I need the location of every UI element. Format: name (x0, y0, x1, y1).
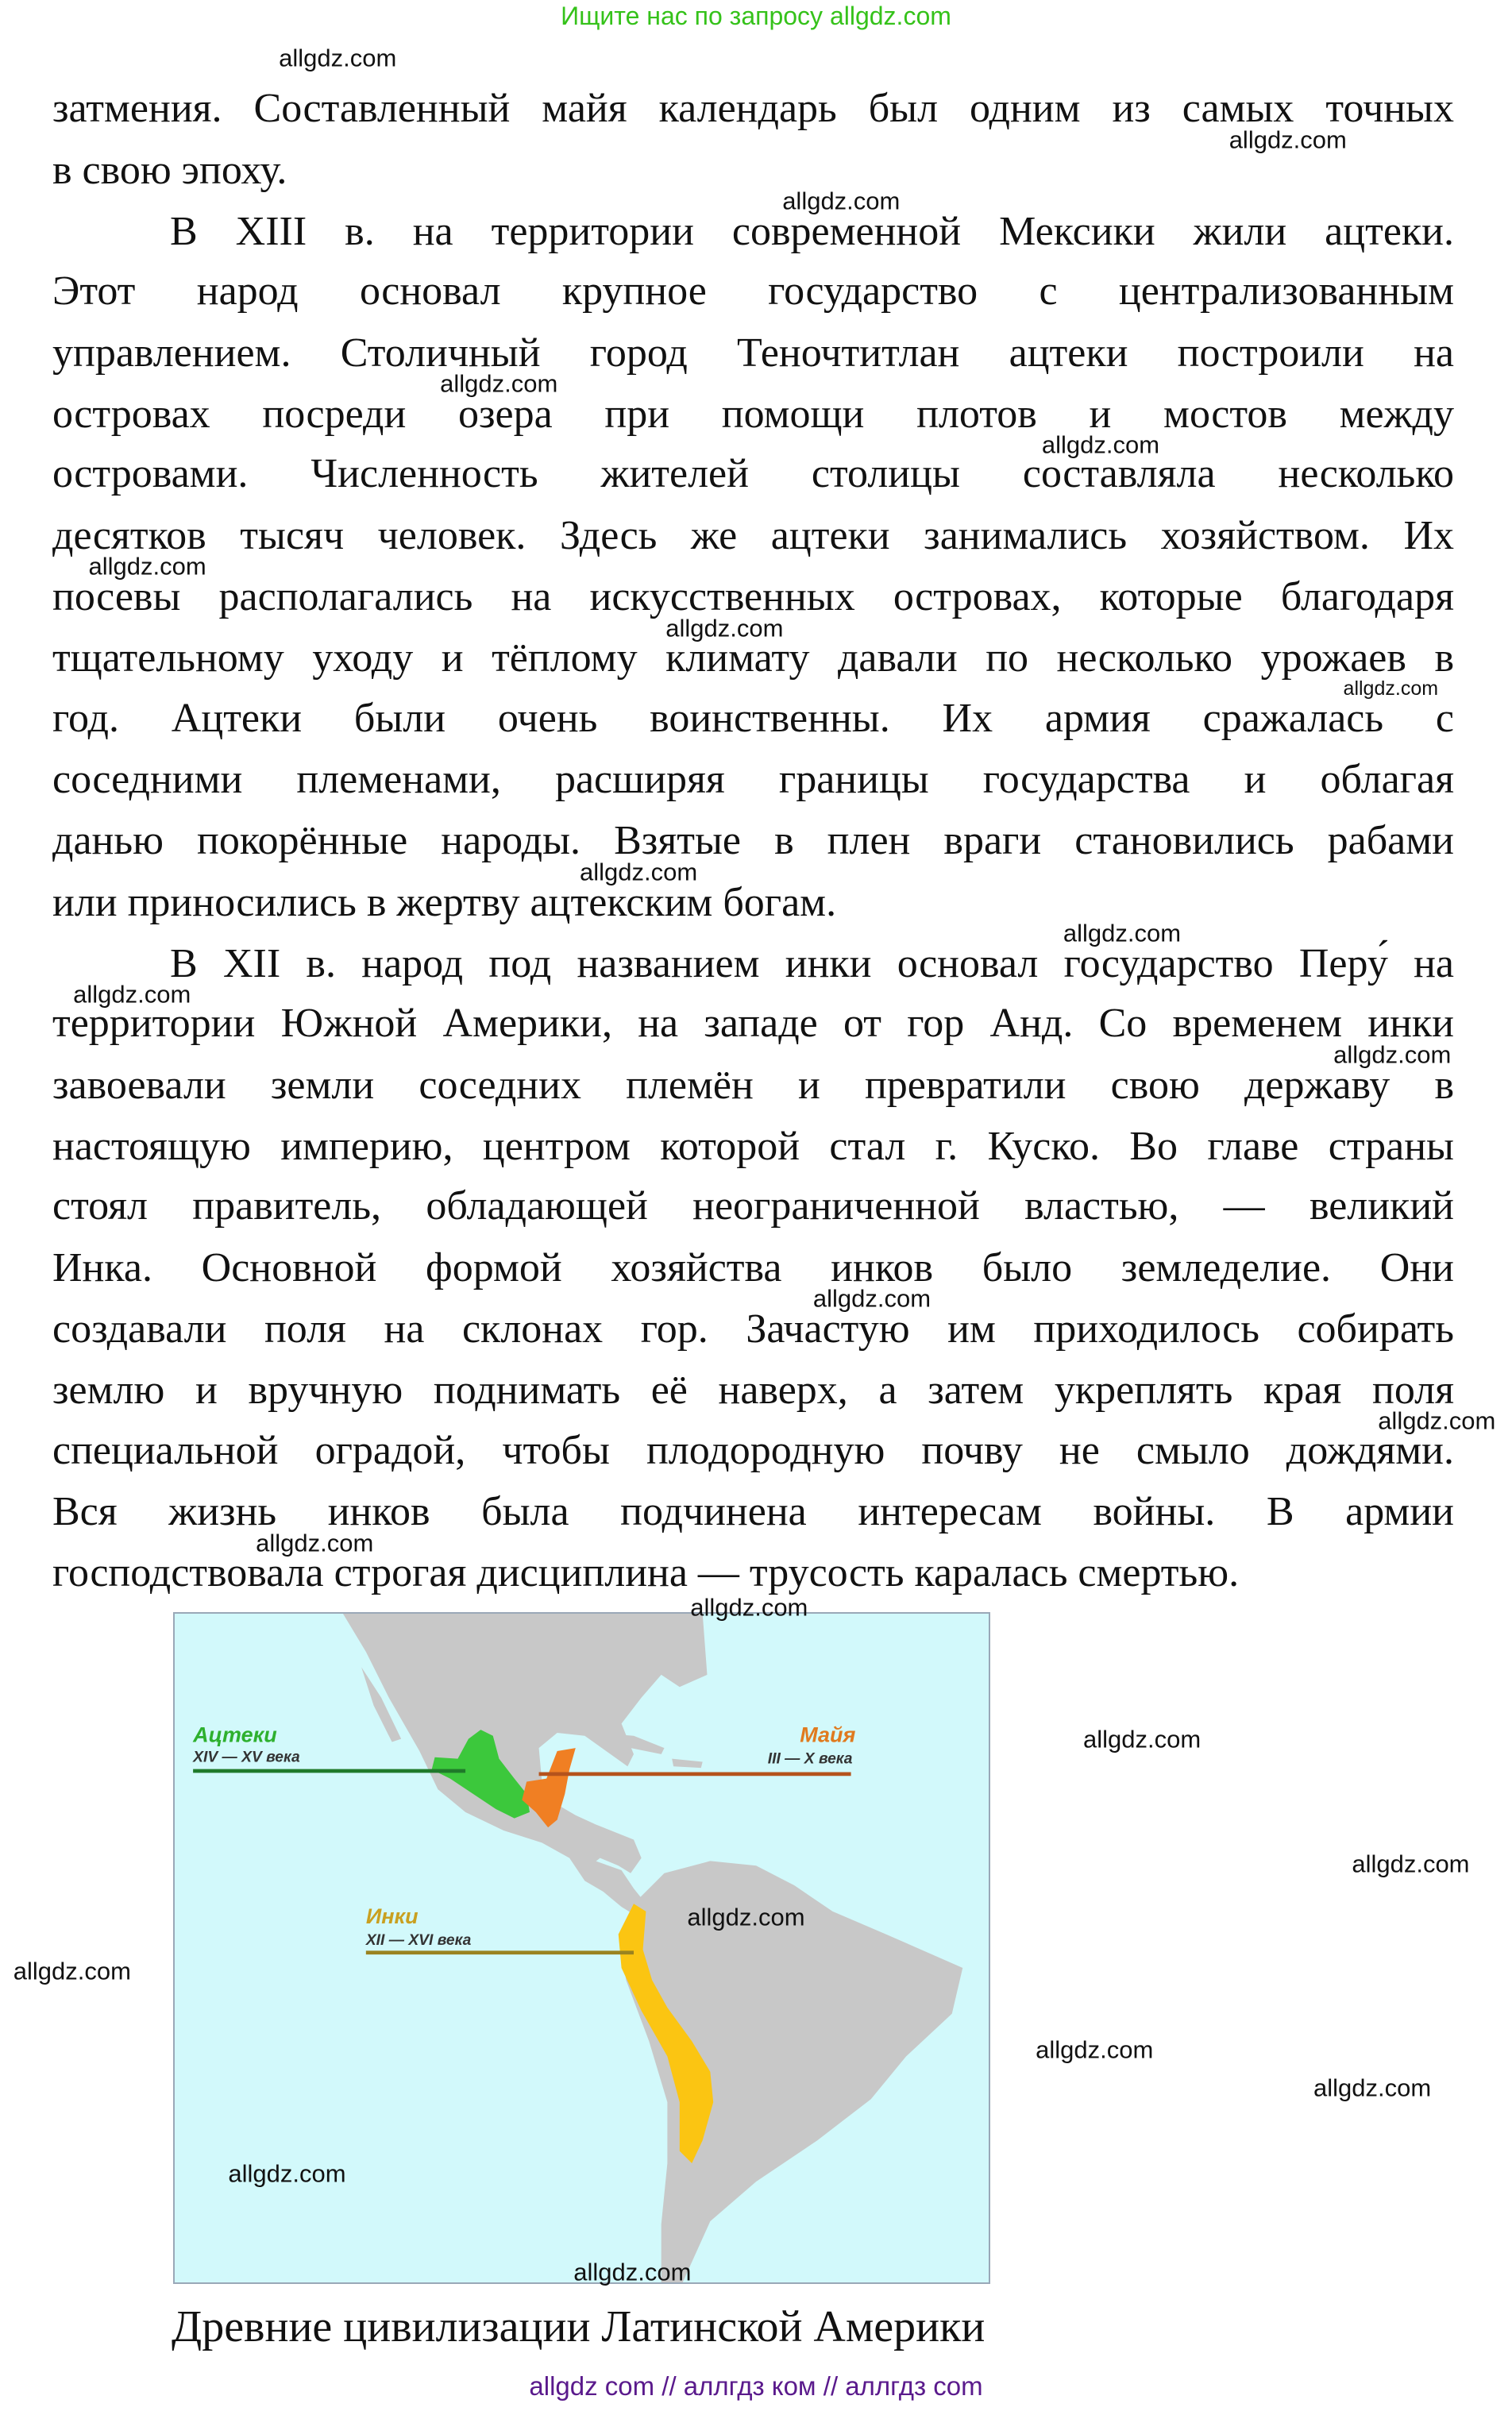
text-line: создавали поля на склонах гор. Зачастую им приходилось собирать (52, 1306, 1454, 1352)
text-line: тщательному уходу и тёплому климату давали по несколько урожаев в (52, 635, 1454, 681)
text-line: землю и вручную поднимать её наверх, а затем укреплять края поля (52, 1368, 1454, 1414)
text-line: или приносились в жертву ацтекским богам. (52, 879, 837, 925)
watermark-text: allgdz.com (228, 2159, 346, 2188)
footer-links[interactable]: allgdz com // аллгдз ком // аллгдз com (529, 2371, 983, 2401)
watermark-text: allgdz.com (782, 187, 901, 215)
watermark-text: allgdz.com (13, 1957, 131, 1985)
search-banner[interactable]: Ищите нас по запросу allgdz.com (561, 2, 951, 30)
watermark-text: allgdz.com (1378, 1406, 1496, 1435)
aztecs-label: Ацтеки (193, 1723, 277, 1747)
text-line: островах посреди озера при помощи плотов и мостов между (52, 391, 1454, 437)
watermark-text: allgdz.com (665, 614, 784, 642)
watermark-text: allgdz.com (580, 858, 698, 886)
watermark-text: allgdz.com (1333, 1040, 1452, 1069)
text-line: соседними племенами, расширяя границы государства и облагая (52, 756, 1454, 802)
watermark-text: allgdz.com (1313, 2074, 1432, 2102)
text-line: настоящую империю, центром которой стал г. Куско. Во главе страны (52, 1123, 1454, 1169)
watermark-text: allgdz.com (1352, 1850, 1470, 1878)
text-line: затмения. Составленный майя календарь был одним из самых точных (52, 86, 1454, 132)
text-line: десятков тысяч человек. Здесь же ацтеки занимались хозяйством. Их (52, 512, 1454, 558)
watermark-text: allgdz.com (1036, 2035, 1154, 2064)
text-line: данью покорённые народы. Взятые в плен враги становились рабами (52, 818, 1454, 864)
watermark-text: allgdz.com (573, 2258, 692, 2286)
text-line: островами. Численность жителей столицы составляла несколько (52, 451, 1454, 497)
text-line: управлением. Столичный город Теночтитлан ацтеки построили на (52, 330, 1454, 376)
text-line: год. Ацтеки были очень воинственны. Их армия сражалась с (52, 695, 1454, 741)
text-line: посевы располагались на искусственных островах, которые благодаря (52, 573, 1454, 619)
text-line: в свою эпоху. (52, 147, 287, 193)
watermark-text: allgdz.com (1343, 677, 1439, 700)
text-line: специальной оградой, чтобы плодородную почву не смыло дождями. (52, 1427, 1454, 1473)
watermark-text: allgdz.com (812, 1284, 932, 1313)
text-line: завоевали земли соседних племён и превратили свою державу в (52, 1062, 1454, 1108)
maya-period: III — X века (767, 1750, 853, 1768)
text-line: В XIII в. на территории современной Мексики жили ацтеки. (170, 208, 1454, 254)
text-line: стоял правитель, обладающей неограниченной властью, — великий (52, 1183, 1454, 1229)
text-line: Вся жизнь инков была подчинена интересам войны. В армии (52, 1489, 1454, 1534)
figure-caption: Древние цивилизации Латинской Америки (172, 2302, 986, 2351)
watermark-text: allgdz.com (1083, 1725, 1202, 1753)
watermark-text: allgdz.com (279, 44, 397, 72)
text-line: территории Южной Америки, на западе от гор Анд. Со временем инки (52, 1001, 1454, 1047)
watermark-text: allgdz.com (1041, 430, 1160, 459)
watermark-text: allgdz.com (440, 369, 558, 398)
maya-label: Майя (800, 1723, 856, 1747)
watermark-text: allgdz.com (687, 1903, 805, 1931)
aztecs-period: XIV — XV века (193, 1749, 300, 1766)
incas-label: Инки (365, 1904, 418, 1929)
watermark-text: allgdz.com (1228, 125, 1347, 154)
watermark-text: allgdz.com (1063, 919, 1182, 947)
text-line: господствовала строгая дисциплина — трусость каралась смертью. (52, 1550, 1240, 1596)
text-line: Этот народ основал крупное государство с централизованным (52, 268, 1454, 314)
text-line: В XII в. народ под названием инки основал государство Перу́ на (170, 940, 1454, 986)
watermark-text: allgdz.com (690, 1593, 808, 1622)
watermark-text: allgdz.com (88, 552, 206, 581)
incas-period: XII — XVI века (365, 1932, 472, 1950)
text-line: Инка. Основной формой хозяйства инков было земледелие. Они (52, 1244, 1454, 1290)
watermark-text: allgdz.com (256, 1529, 374, 1557)
watermark-text: allgdz.com (73, 980, 191, 1009)
